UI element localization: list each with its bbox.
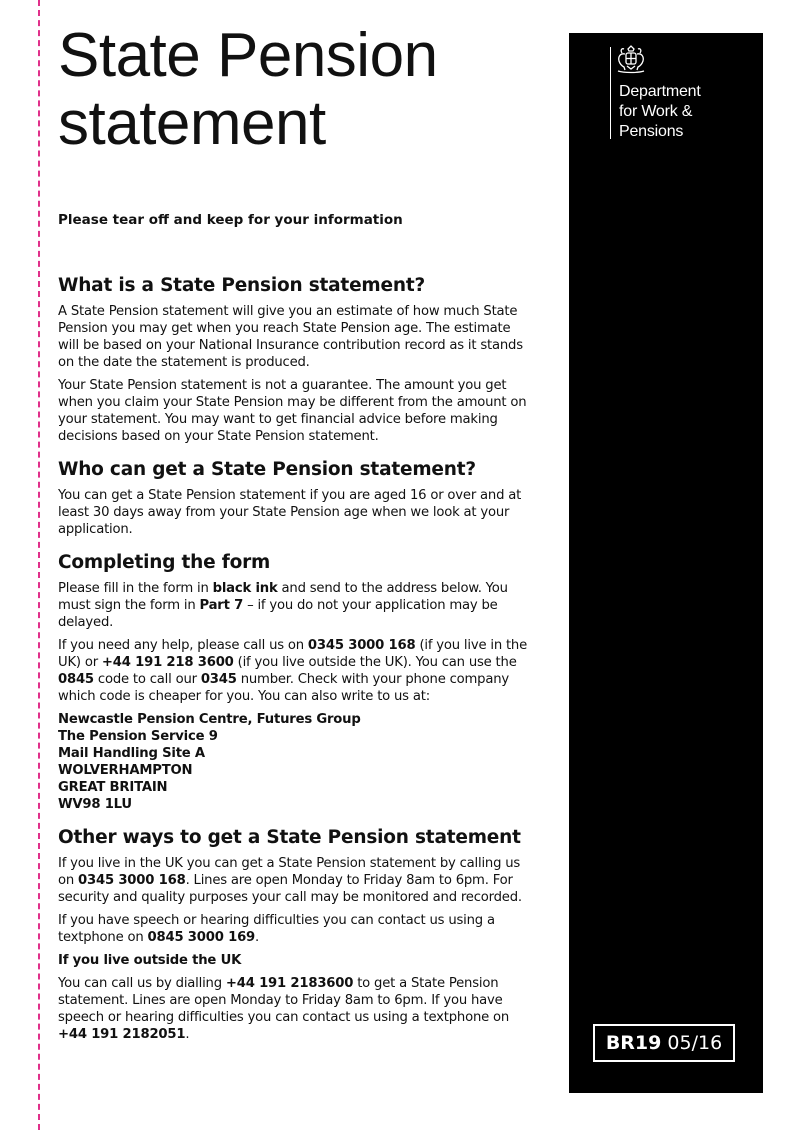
international-phone-number: +44 191 218 3600 [101,655,234,670]
main-content [58,274,528,1056]
department-name-line: Department [619,83,701,100]
department-name [619,82,701,142]
text-segment: . Lines are open Monday to Friday 8am to 6pm. For security and quality purposes your call may be monitored and recorded. [58,873,522,905]
dwp-sidebar [569,33,763,1093]
text-segment: (if you live in the UK) or [58,638,528,670]
address-line: WV98 1LU [58,797,132,812]
title-line-1: State Pension [58,21,438,90]
form-code-box [593,1024,735,1062]
text-segment: If you have speech or hearing difficulties you can contact us using a textphone on [58,913,495,945]
text-segment: If you live in the UK you can get a State Pension statement by calling us on [58,856,521,888]
text-segment: If you need any help, please call us on [58,638,308,653]
paragraph [58,975,528,1043]
address-line: GREAT BRITAIN [58,780,168,795]
text-segment: to get a State Pension statement. Lines are open Monday to Friday 8am to 6pm. If you have speech or hearing difficulties you can contact us using a textphone on [58,976,510,1025]
textphone-number: 0845 3000 169 [147,930,256,945]
code-0345: 0345 [200,672,237,687]
paragraph [58,580,528,631]
section-heading: Who can get a State Pension statement? [58,459,476,480]
tear-off-dashed-line [38,0,40,1130]
uk-phone-number: 0345 3000 168 [307,638,416,653]
section-heading: Other ways to get a State Pension statement [58,827,521,848]
international-textphone-number: +44 191 2182051 [58,1027,186,1042]
uk-phone-number: 0345 3000 168 [78,873,186,888]
form-date: 05/16 [667,1032,723,1054]
text-segment: – if you do not your application may be delayed. [58,598,498,630]
text-segment: number. Check with your phone company which code is cheaper for you. You can also write to us at: [58,672,509,704]
section-who-can [58,458,528,538]
section-what-is [58,274,528,445]
paragraph [58,855,528,906]
department-name-line: Pensions [619,123,684,140]
form-code: BR19 [605,1032,662,1054]
code-0845: 0845 [58,672,94,687]
address-line: Mail Handling Site A [58,746,205,761]
text-segment: . [185,1027,190,1042]
outside-uk-subheading: If you live outside the UK [58,953,242,968]
postal-address [58,711,528,813]
paragraph: You can get a State Pension statement if you are aged 16 or over and at least 30 days away from your State Pension age when we look at your application. [58,488,522,537]
royal-coat-of-arms-icon [614,45,648,75]
text-segment: code to call our [93,672,201,687]
paragraph: Your State Pension statement is not a guarantee. The amount you get when you claim your State Pension may be different from the amount on your statement. You may want to get financial advice before making decisions based on your State Pension statement. [58,378,527,444]
address-line: WOLVERHAMPTON [58,763,193,778]
section-heading: Completing the form [58,552,271,573]
paragraph [58,637,528,705]
text-segment: . [255,930,260,945]
paragraph [58,912,528,946]
address-line: Newcastle Pension Centre, Futures Group [58,712,361,727]
section-heading: What is a State Pension statement? [58,275,425,296]
logo-divider [610,47,611,139]
text-segment: You can call us by dialling [58,976,226,991]
title-line-2: statement [58,89,326,158]
page-title [58,22,438,158]
international-phone-number: +44 191 2183600 [225,976,354,991]
section-other-ways [58,826,528,1043]
emphasis-black-ink: black ink [212,581,278,596]
department-name-line: for Work & [619,103,693,120]
keep-note: Please tear off and keep for your information [58,212,403,228]
text-segment: and send to the address below. You must sign the form in [58,581,508,613]
paragraph: A State Pension statement will give you an estimate of how much State Pension you may get when you reach State Pension age. The estimate will be based on your National Insurance contribution record as it stands on the date the statement is produced. [58,304,523,370]
address-line: The Pension Service 9 [58,729,218,744]
section-completing-form [58,551,528,813]
text-segment: Please fill in the form in [58,581,213,596]
emphasis-part-7: Part 7 [199,598,244,613]
text-segment: (if you live outside the UK). You can use the [233,655,517,670]
